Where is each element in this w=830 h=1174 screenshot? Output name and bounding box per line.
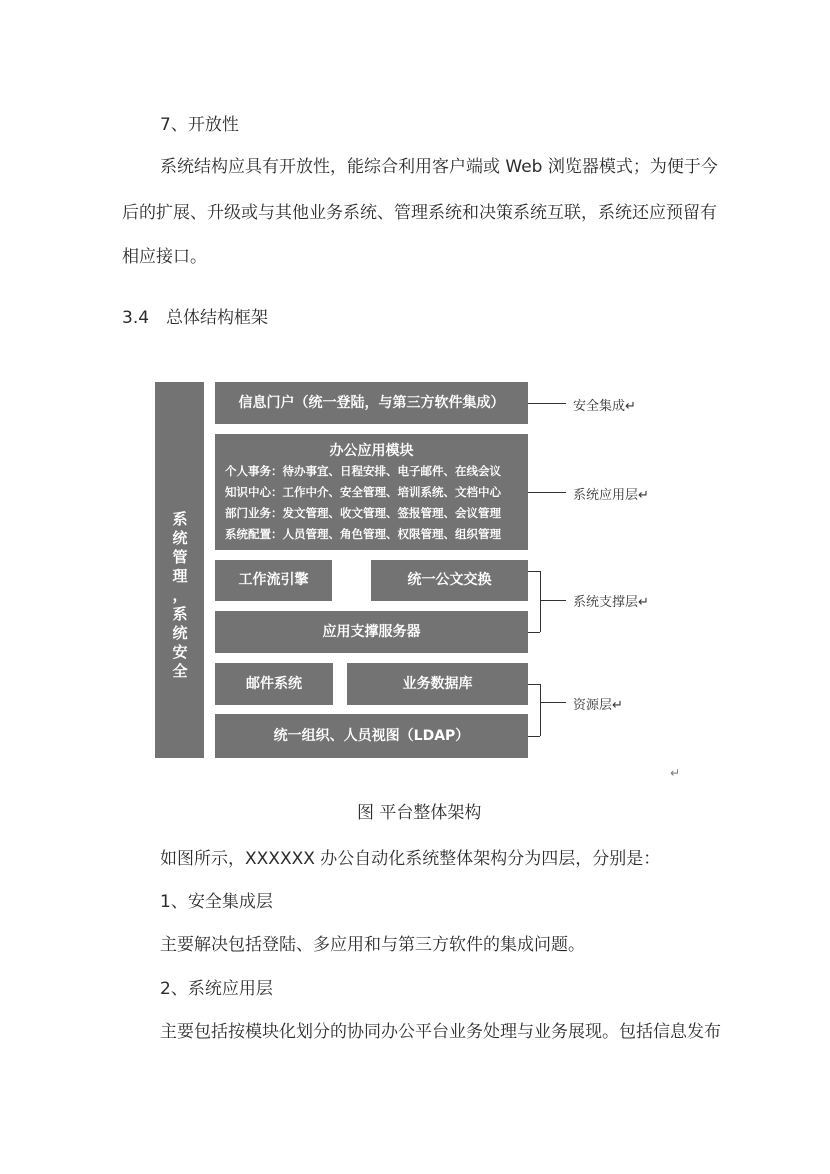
bracket-line — [540, 571, 541, 632]
bracket-line — [528, 571, 540, 572]
connector-line — [528, 403, 566, 404]
connector-line — [540, 600, 566, 601]
block-office-module — [215, 434, 528, 550]
figure-caption: 图 平台整体架构 — [357, 803, 482, 823]
side-bar-label-char: 统 — [172, 624, 188, 642]
layer-label-support: 系统支撑层↵ — [573, 595, 649, 610]
heading-openness: 7、开放性 — [160, 115, 239, 135]
office-module-line: 系统配置：人员管理、角色管理、权限管理、组织管理 — [225, 527, 501, 541]
side-bar-system-management — [155, 382, 204, 758]
layer-label-application: 系统应用层↵ — [573, 488, 649, 503]
list-heading: 2、系统应用层 — [160, 979, 273, 999]
side-bar-label-char: ， — [172, 586, 188, 604]
paragraph-line: 主要解决包括登陆、多应用和与第三方软件的集成问题。 — [160, 935, 585, 955]
mail-system-label: 邮件系统 — [246, 676, 302, 692]
layer-label-security: 安全集成↵ — [573, 399, 636, 414]
section-heading: 3.4 总体结构框架 — [122, 308, 269, 328]
side-bar-label-char: 系 — [172, 605, 188, 623]
office-module-title: 办公应用模块 — [329, 443, 414, 459]
business-database-label: 业务数据库 — [402, 676, 473, 692]
side-bar-label-char: 全 — [172, 662, 188, 680]
block-ldap — [215, 714, 528, 758]
workflow-engine-label: 工作流引擎 — [238, 572, 309, 588]
block-doc-exchange — [371, 560, 528, 601]
block-mail-system — [215, 663, 333, 705]
doc-exchange-label: 统一公文交换 — [407, 572, 492, 588]
list-heading: 1、安全集成层 — [160, 892, 273, 912]
bracket-line — [528, 632, 540, 633]
layer-label-resource: 资源层↵ — [573, 698, 623, 713]
office-module-line: 个人事务：待办事宜、日程安排、电子邮件、在线会议 — [225, 464, 501, 478]
side-bar-label-char: 系 — [172, 510, 188, 528]
side-bar-label-char: 统 — [172, 529, 188, 547]
paragraph-line: 如图所示，XXXXXX 办公自动化系统整体架构分为四层，分别是： — [160, 849, 661, 869]
side-bar-label-char: 管 — [172, 548, 188, 566]
connector-line — [528, 492, 566, 493]
paragraph-line: 系统结构应具有开放性，能综合利用客户端或 Web 浏览器模式；为便于今 — [160, 157, 718, 177]
bracket-line — [540, 684, 541, 736]
office-module-line: 知识中心：工作中介、安全管理、培训系统、文档中心 — [225, 485, 501, 499]
paragraph-line: 主要包括按模块化划分的协同办公平台业务处理与业务展现。包括信息发布 — [160, 1022, 721, 1042]
paragraph-line: 相应接口。 — [122, 247, 207, 267]
bracket-line — [528, 684, 540, 685]
app-support-label: 应用支撑服务器 — [322, 624, 421, 640]
paragraph-line: 后的扩展、升级或与其他业务系统、管理系统和决策系统互联，系统还应预留有 — [122, 203, 717, 223]
block-app-support-server — [215, 611, 528, 653]
side-bar-label — [171, 510, 189, 681]
office-module-line: 部门业务：发文管理、收文管理、签报管理、会议管理 — [225, 506, 501, 520]
connector-line — [540, 702, 566, 703]
block-workflow-engine — [215, 560, 332, 601]
ldap-label: 统一组织、人员视图（LDAP） — [273, 728, 470, 744]
block-portal-label: 信息门户（统一登陆，与第三方软件集成） — [238, 395, 505, 411]
paragraph-return-mark: ↵ — [670, 766, 681, 780]
side-bar-label-char: 理 — [172, 567, 188, 585]
side-bar-label-char: 安 — [172, 643, 188, 661]
bracket-line — [528, 736, 540, 737]
block-portal — [215, 382, 528, 424]
block-business-database — [347, 663, 528, 705]
